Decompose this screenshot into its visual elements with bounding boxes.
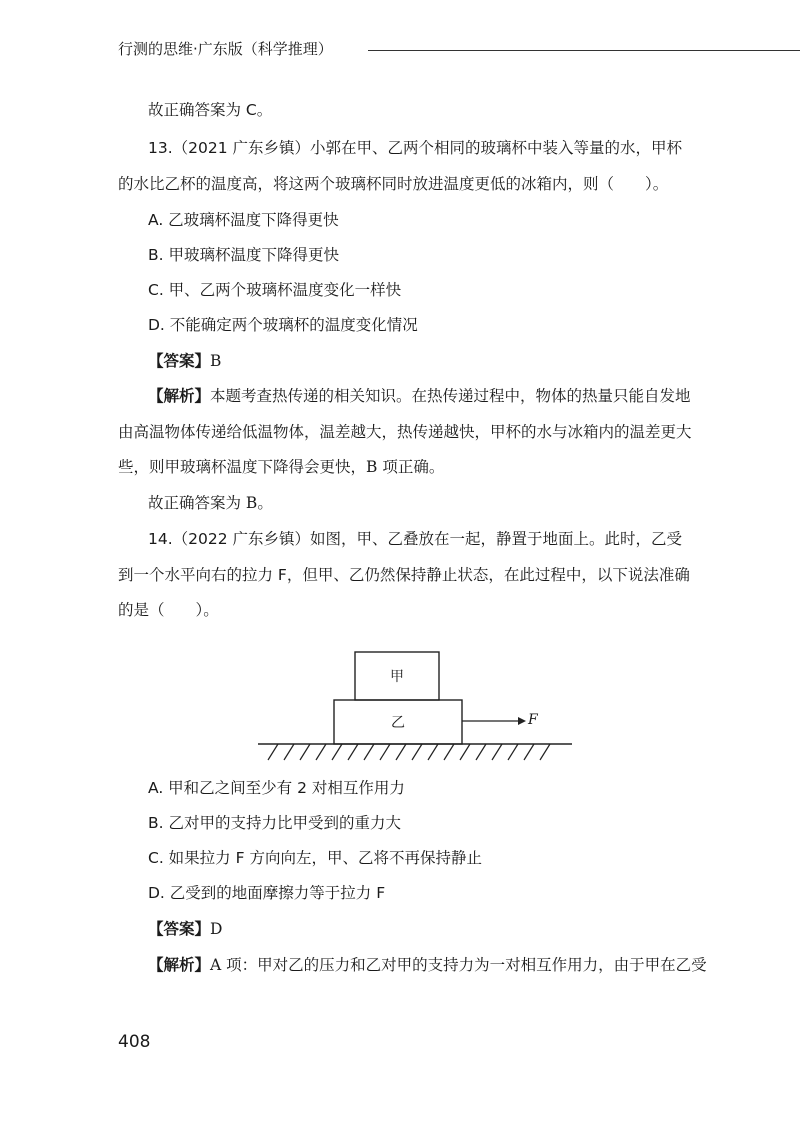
q13-analysis-label: 【解析】 bbox=[148, 387, 211, 405]
q14-stem-line-2: 到一个水平向右的拉力 F，但甲、乙仍然保持静止状态，在此过程中，以下说法准确 bbox=[118, 566, 690, 584]
running-header bbox=[118, 36, 728, 66]
q13-analysis-line-1 bbox=[148, 386, 691, 406]
q13-option-b: B. 甲玻璃杯温度下降得更快 bbox=[148, 246, 339, 264]
page-number: 408 bbox=[118, 1032, 151, 1052]
q13-answer-value: B bbox=[210, 352, 222, 370]
q14-option-a: A. 甲和乙之间至少有 2 对相互作用力 bbox=[148, 779, 405, 797]
q14-analysis-text-1: A 项：甲对乙的压力和乙对甲的支持力为一对相互作用力，由于甲在乙受 bbox=[210, 956, 707, 974]
q13-answer bbox=[148, 351, 221, 371]
top-block-label: 甲 bbox=[390, 669, 404, 685]
q14-stem-line-3: 的是（ ）。 bbox=[118, 601, 219, 619]
q14-analysis-label: 【解析】 bbox=[148, 956, 211, 974]
q14-option-c: C. 如果拉力 F 方向向左，甲、乙将不再保持静止 bbox=[148, 849, 482, 867]
q14-option-b: B. 乙对甲的支持力比甲受到的重力大 bbox=[148, 814, 401, 832]
q13-analysis-line-3: 些，则甲玻璃杯温度下降得会更快，B 项正确。 bbox=[118, 458, 445, 476]
q13-stem-line-2: 的水比乙杯的温度高，将这两个玻璃杯同时放进温度更低的冰箱内，则（ ）。 bbox=[118, 175, 669, 193]
q14-answer-label: 【答案】 bbox=[148, 920, 211, 938]
q13-option-a: A. 乙玻璃杯温度下降得更快 bbox=[148, 211, 339, 229]
q13-conclusion: 故正确答案为 B。 bbox=[148, 494, 273, 512]
force-label: F bbox=[528, 712, 538, 728]
q14-analysis-line-1 bbox=[148, 955, 707, 975]
q14-answer-value: D bbox=[210, 920, 223, 938]
q14-answer bbox=[148, 919, 222, 939]
q13-analysis-text-1: 本题考查热传递的相关知识。在热传递过程中，物体的热量只能自发地 bbox=[210, 387, 691, 405]
q14-option-d: D. 乙受到的地面摩擦力等于拉力 F bbox=[148, 884, 386, 902]
q13-answer-label: 【答案】 bbox=[148, 352, 211, 370]
blocks-diagram bbox=[250, 648, 580, 766]
header-rule bbox=[368, 50, 800, 51]
q13-stem-line-1: 13.（2021 广东乡镇）小郭在甲、乙两个相同的玻璃杯中装入等量的水，甲杯 bbox=[148, 139, 683, 157]
previous-conclusion: 故正确答案为 C。 bbox=[148, 101, 273, 119]
q13-option-c: C. 甲、乙两个玻璃杯温度变化一样快 bbox=[148, 281, 402, 299]
ground-hatching bbox=[268, 744, 550, 760]
force-arrow-head bbox=[518, 717, 526, 725]
bottom-block-label: 乙 bbox=[391, 715, 405, 731]
q14-stem-line-1: 14.（2022 广东乡镇）如图，甲、乙叠放在一起，静置于地面上。此时，乙受 bbox=[148, 530, 683, 548]
blocks-figure bbox=[250, 648, 580, 766]
q13-option-d: D. 不能确定两个玻璃杯的温度变化情况 bbox=[148, 316, 418, 334]
q13-analysis-line-2: 由高温物体传递给低温物体，温差越大，热传递越快，甲杯的水与冰箱内的温差更大 bbox=[118, 423, 692, 441]
running-header-title: 行测的思维·广东版（科学推理） bbox=[118, 40, 333, 58]
